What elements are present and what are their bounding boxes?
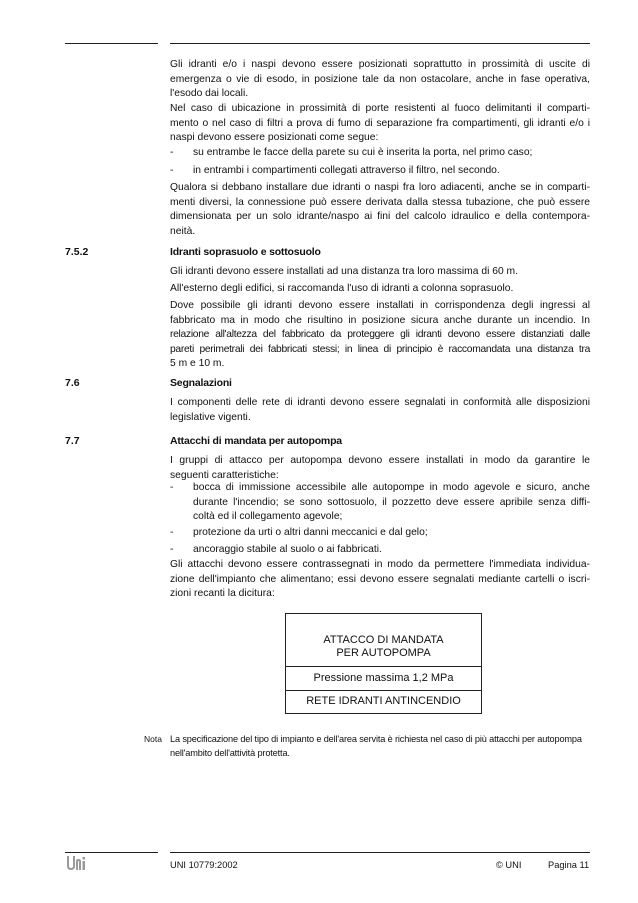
text-line: coltà ed il collegamento agevole; (193, 511, 343, 523)
text-line: Dove possibile gli idranti devono essere installati in corrispondenza degli ingressi al (170, 300, 590, 311)
section-paragraph (170, 396, 590, 425)
list-item-text: in entrambi i compartimenti collegati attraverso il filtro, nel secondo. (193, 165, 500, 176)
header-rule-left (65, 43, 158, 44)
list-marker: - (170, 165, 174, 176)
intro-paragraph-3 (170, 181, 590, 239)
section-paragraph (170, 454, 590, 483)
note-label: Nota (144, 734, 162, 744)
text-line: dimensionata per un solo idrante/naspo ai fini del calcolo idraulico e della contempora- (170, 211, 590, 223)
text-line: I gruppi di attacco per autopompa devono essere installati in modo da garantire le (170, 455, 590, 466)
sign-line: PER AUTOPOMPA (336, 647, 431, 659)
sign-title (286, 614, 481, 666)
footer-rule-left (65, 852, 158, 853)
text-line: durante l'incendio; se sono sottosuolo, il pozzetto deve essere apribile senza diffi- (193, 496, 590, 508)
text-line: I componenti delle rete di idranti devono essere segnalati in conformità alle disposizioni (170, 397, 590, 408)
text-line: fabbricato ma in modo che risultino in posizione sicura anche durante un incendio. In (170, 314, 590, 326)
list-item (170, 526, 590, 541)
text-line: bocca di immissione accessibile alle autopompe in modo agevole e sicuro, anche (193, 482, 590, 493)
section-paragraph (170, 299, 590, 372)
section-number: 7.7 (65, 435, 80, 447)
list-marker: - (170, 482, 174, 493)
section-paragraph (170, 282, 590, 297)
intro-paragraph-2 (170, 102, 590, 146)
text-line: neità. (170, 225, 196, 237)
text-line: relazione all'altezza del fabbricato da proteggere gli idranti devono essere distanziati dalle (170, 329, 590, 341)
text-line: All'esterno degli edifici, si raccomanda l'uso di idranti a colonna soprasuolo. (170, 283, 514, 294)
text-line: zioni recanti la dicitura: (170, 588, 275, 600)
sign-box (285, 613, 482, 714)
text-line: Gli attacchi devono essere contrassegnati in modo da permettere l'immediata individua- (170, 559, 590, 570)
section-title: Segnalazioni (170, 377, 232, 389)
text-line: Nel caso di ubicazione in prossimità di porte resistenti al fuoco delimitanti il comparti- (170, 103, 590, 114)
list-item (170, 164, 590, 179)
text-line: emergenza o vie di esodo, in posizione tale da non ostacolare, anche in fase operativa, (170, 73, 590, 85)
text-line: zione dell'impianto che alimentano; essi devono essere segnalati mediante cartelli o iscri- (170, 573, 590, 585)
text-line: menti diversi, la connessione può essere derivata dalla stessa tubazione, che può essere (170, 196, 590, 208)
footer-rule-right (170, 852, 590, 853)
text-line: l'esodo dai locali. (170, 88, 249, 100)
list-marker: - (170, 147, 174, 158)
list-item (170, 481, 590, 525)
list-item-text (193, 481, 590, 525)
header-rule-right (170, 43, 590, 44)
section-paragraph (170, 265, 590, 280)
footer-copyright: © UNI (496, 860, 522, 870)
section-number: 7.5.2 (65, 246, 89, 258)
footer-page-number: Pagina 11 (548, 860, 590, 870)
intro-paragraph-1 (170, 58, 590, 102)
text-line: mento o nel caso di filtri a prova di fumo di separazione fra compartimenti, gli idranti e/o i (170, 117, 590, 129)
section-number: 7.6 (65, 377, 80, 389)
text-line: 5 m e 10 m. (170, 358, 225, 370)
sign-pressure: Pressione massima 1,2 MPa (286, 666, 481, 690)
section-paragraph (170, 558, 590, 602)
sign-network: RETE IDRANTI ANTINCENDIO (286, 690, 481, 713)
list-item (170, 543, 590, 558)
text-line: Qualora si debbano installare due idranti o naspi fra loro adiacenti, anche se in comparti- (170, 182, 590, 193)
sign-line: ATTACCO DI MANDATA (323, 634, 444, 646)
uni-logo-icon (66, 855, 86, 871)
list-item-text: protezione da urti o altri danni meccanici e dal gelo; (193, 527, 428, 538)
text-line: nell'ambito dell'attività protetta. (170, 748, 290, 758)
list-item-text: ancoraggio stabile al suolo o ai fabbricati. (193, 544, 382, 555)
section-title: Attacchi di mandata per autopompa (170, 435, 342, 447)
text-line: legislative vigenti. (170, 411, 251, 423)
list-marker: - (170, 527, 174, 538)
list-item-text: su entrambe le facce della parete su cui è inserita la porta, nel primo caso; (193, 147, 533, 158)
footer-standard: UNI 10779:2002 (170, 860, 238, 870)
text-line: seguenti caratteristiche: (170, 469, 279, 481)
section-title: Idranti soprasuolo e sottosuolo (170, 246, 321, 258)
note-text (170, 732, 590, 760)
text-line: pareti perimetrali dei fabbricati stessi; in linea di principio è raccomandata una distanza tra (170, 343, 590, 355)
text-line: La specificazione del tipo di impianto e dell'area servita è richiesta nel caso di più attacchi per autopompa (170, 734, 582, 744)
list-marker: - (170, 544, 174, 555)
list-item (170, 146, 590, 161)
text-line: naspi devono essere posizionati come segue: (170, 132, 379, 144)
text-line: Gli idranti devono essere installati ad una distanza tra loro massima di 60 m. (170, 266, 518, 277)
text-line: Gli idranti e/o i naspi devono essere posizionati soprattutto in prossimità di uscite di (170, 59, 590, 70)
